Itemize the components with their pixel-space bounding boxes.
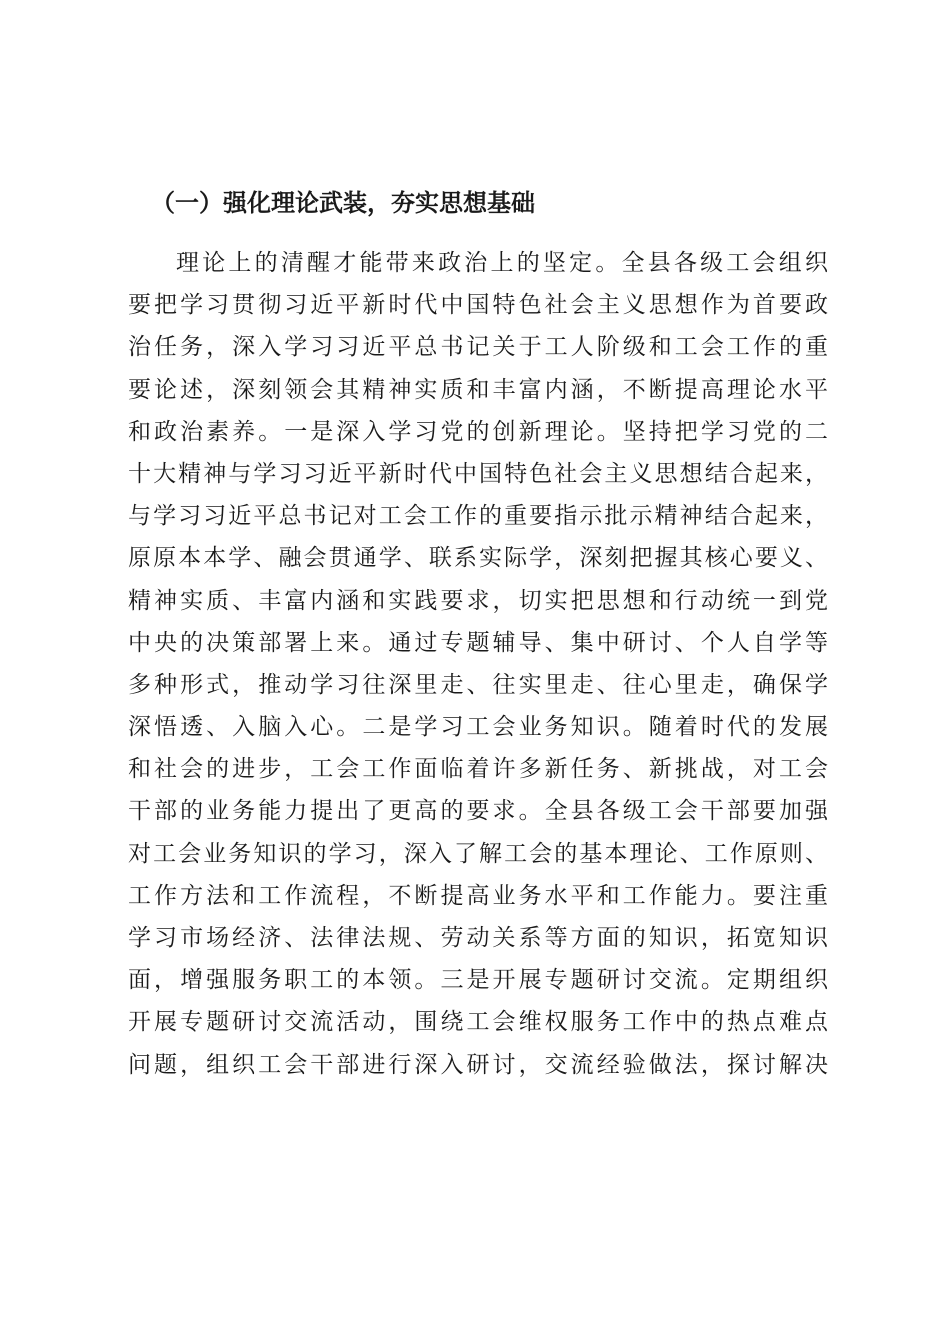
- paragraph-line: 学习市场经济、法律法规、劳动关系等方面的知识，拓宽知识: [128, 925, 828, 951]
- body-text: [128, 242, 828, 1086]
- section-heading: （一）强化理论武装，夯实思想基础: [151, 189, 535, 217]
- paragraph-line: 与学习习近平总书记对工会工作的重要指示批示精神结合起来，: [128, 503, 828, 530]
- paragraph-line: 问题，组织工会干部进行深入研讨，交流经验做法，探讨解决: [128, 1051, 828, 1078]
- paragraph-line: 干部的业务能力提出了更高的要求。全县各级工会干部要加强: [128, 798, 828, 825]
- paragraph-line: 面，增强服务职工的本领。三是开展专题研讨交流。定期组织: [128, 967, 828, 994]
- paragraph-line: 对工会业务知识的学习，深入了解工会的基本理论、工作原则、: [128, 840, 828, 867]
- paragraph-line: 深悟透、入脑入心。二是学习工会业务知识。随着时代的发展: [128, 714, 828, 741]
- paragraph-line: 要论述，深刻领会其精神实质和丰富内涵，不断提高理论水平: [128, 376, 828, 403]
- paragraph-line: 和政治素养。一是深入学习党的创新理论。坚持把学习党的二: [128, 418, 828, 445]
- paragraph-line: 十大精神与学习习近平新时代中国特色社会主义思想结合起来，: [128, 460, 828, 487]
- paragraph-line: 开展专题研讨交流活动，围绕工会维权服务工作中的热点难点: [128, 1009, 828, 1036]
- paragraph-line: 和社会的进步，工会工作面临着许多新任务、新挑战，对工会: [128, 756, 828, 783]
- paragraph-line: 多种形式，推动学习往深里走、往实里走、往心里走，确保学: [128, 671, 828, 698]
- paragraph-line: 中央的决策部署上来。通过专题辅导、集中研讨、个人自学等: [128, 629, 828, 656]
- paragraph-line: 原原本本学、融会贯通学、联系实际学，深刻把握其核心要义、: [128, 545, 828, 572]
- paragraph-line: 工作方法和工作流程，不断提高业务水平和工作能力。要注重: [128, 882, 828, 909]
- paragraph-line: 精神实质、丰富内涵和实践要求，切实把思想和行动统一到党: [128, 587, 828, 614]
- paragraph-line: 要把学习贯彻习近平新时代中国特色社会主义思想作为首要政: [128, 292, 828, 319]
- paragraph-line: 理论上的清醒才能带来政治上的坚定。全县各级工会组织: [176, 250, 828, 276]
- paragraph-line: 治任务，深入学习习近平总书记关于工人阶级和工会工作的重: [128, 334, 828, 361]
